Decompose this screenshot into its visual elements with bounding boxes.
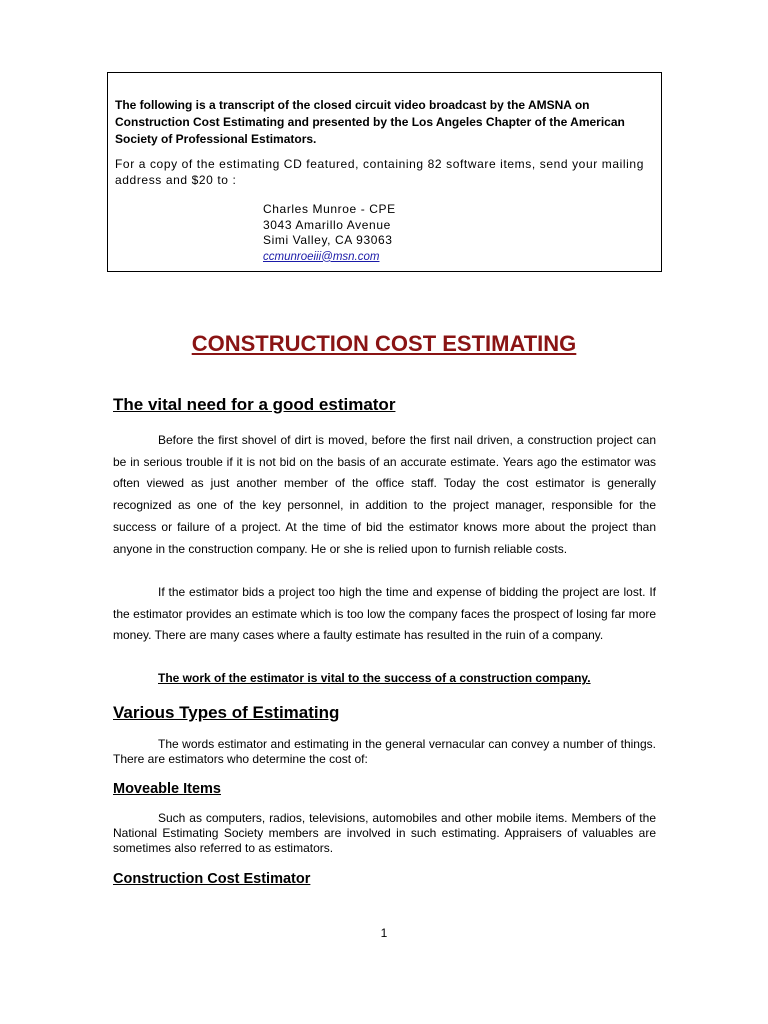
emphasis-statement: The work of the estimator is vital to the success of a construction company. <box>158 671 591 685</box>
address-city: Simi Valley, CA 93063 <box>263 233 393 247</box>
address-name: Charles Munroe - CPE <box>263 202 396 216</box>
paragraph-vital-need-2: If the estimator bids a project too high the time and expense of bidding the project are lost. If the estimator provides an estimate which is too low the company faces the prospect of losing far more money. There are many cases where a faulty estimate has resulted in the ruin of a company. <box>113 585 656 643</box>
email-link[interactable]: ccmunroeiii@msn.com <box>263 250 380 263</box>
address-street: 3043 Amarillo Avenue <box>263 217 391 232</box>
document-title: CONSTRUCTION COST ESTIMATING <box>191 331 577 356</box>
page-number: 1 <box>380 926 388 940</box>
paragraph-moveable: Such as computers, radios, televisions, automobiles and other mobile items. Members of the National Estimating Society members are involved in such estimating. Appraisers of valuables are sometimes also referred to as estimators. <box>113 811 656 855</box>
heading-vital-need: The vital need for a good estimator <box>113 395 396 414</box>
intro-box <box>107 72 662 272</box>
mailing-address <box>263 202 653 265</box>
intro-transcript-note: The following is a transcript of the closed circuit video broadcast by the AMSNA on Construction Cost Estimating and presented by the Los Angeles Chapter of the American Society of Professional Estimators. <box>115 98 625 146</box>
heading-types-of-estimating: Various Types of Estimating <box>113 703 340 722</box>
intro-copy-offer: For a copy of the estimating CD featured, containing 82 software items, send your mailing address and $20 to : <box>115 157 644 187</box>
heading-construction-cost-estimator: Construction Cost Estimator <box>113 871 311 887</box>
paragraph-vital-need-1: Before the first shovel of dirt is moved, before the first nail driven, a construction project can be in serious trouble if it is not bid on the basis of an accurate estimate. Years ago the estimator was often viewed as just another member of the office staff. Today the cost estimator is generally recognized as one of the key personnel, in addition to the project manager, responsible for the success or failure of a project. At the time of bid the estimator knows more about the project than anyone in the construction company. He or she is relied upon to furnish reliable costs. <box>113 433 656 556</box>
heading-moveable-items: Moveable Items <box>113 781 221 797</box>
paragraph-types: The words estimator and estimating in the general vernacular can convey a number of things. There are estimators who determine the cost of: <box>113 737 656 766</box>
